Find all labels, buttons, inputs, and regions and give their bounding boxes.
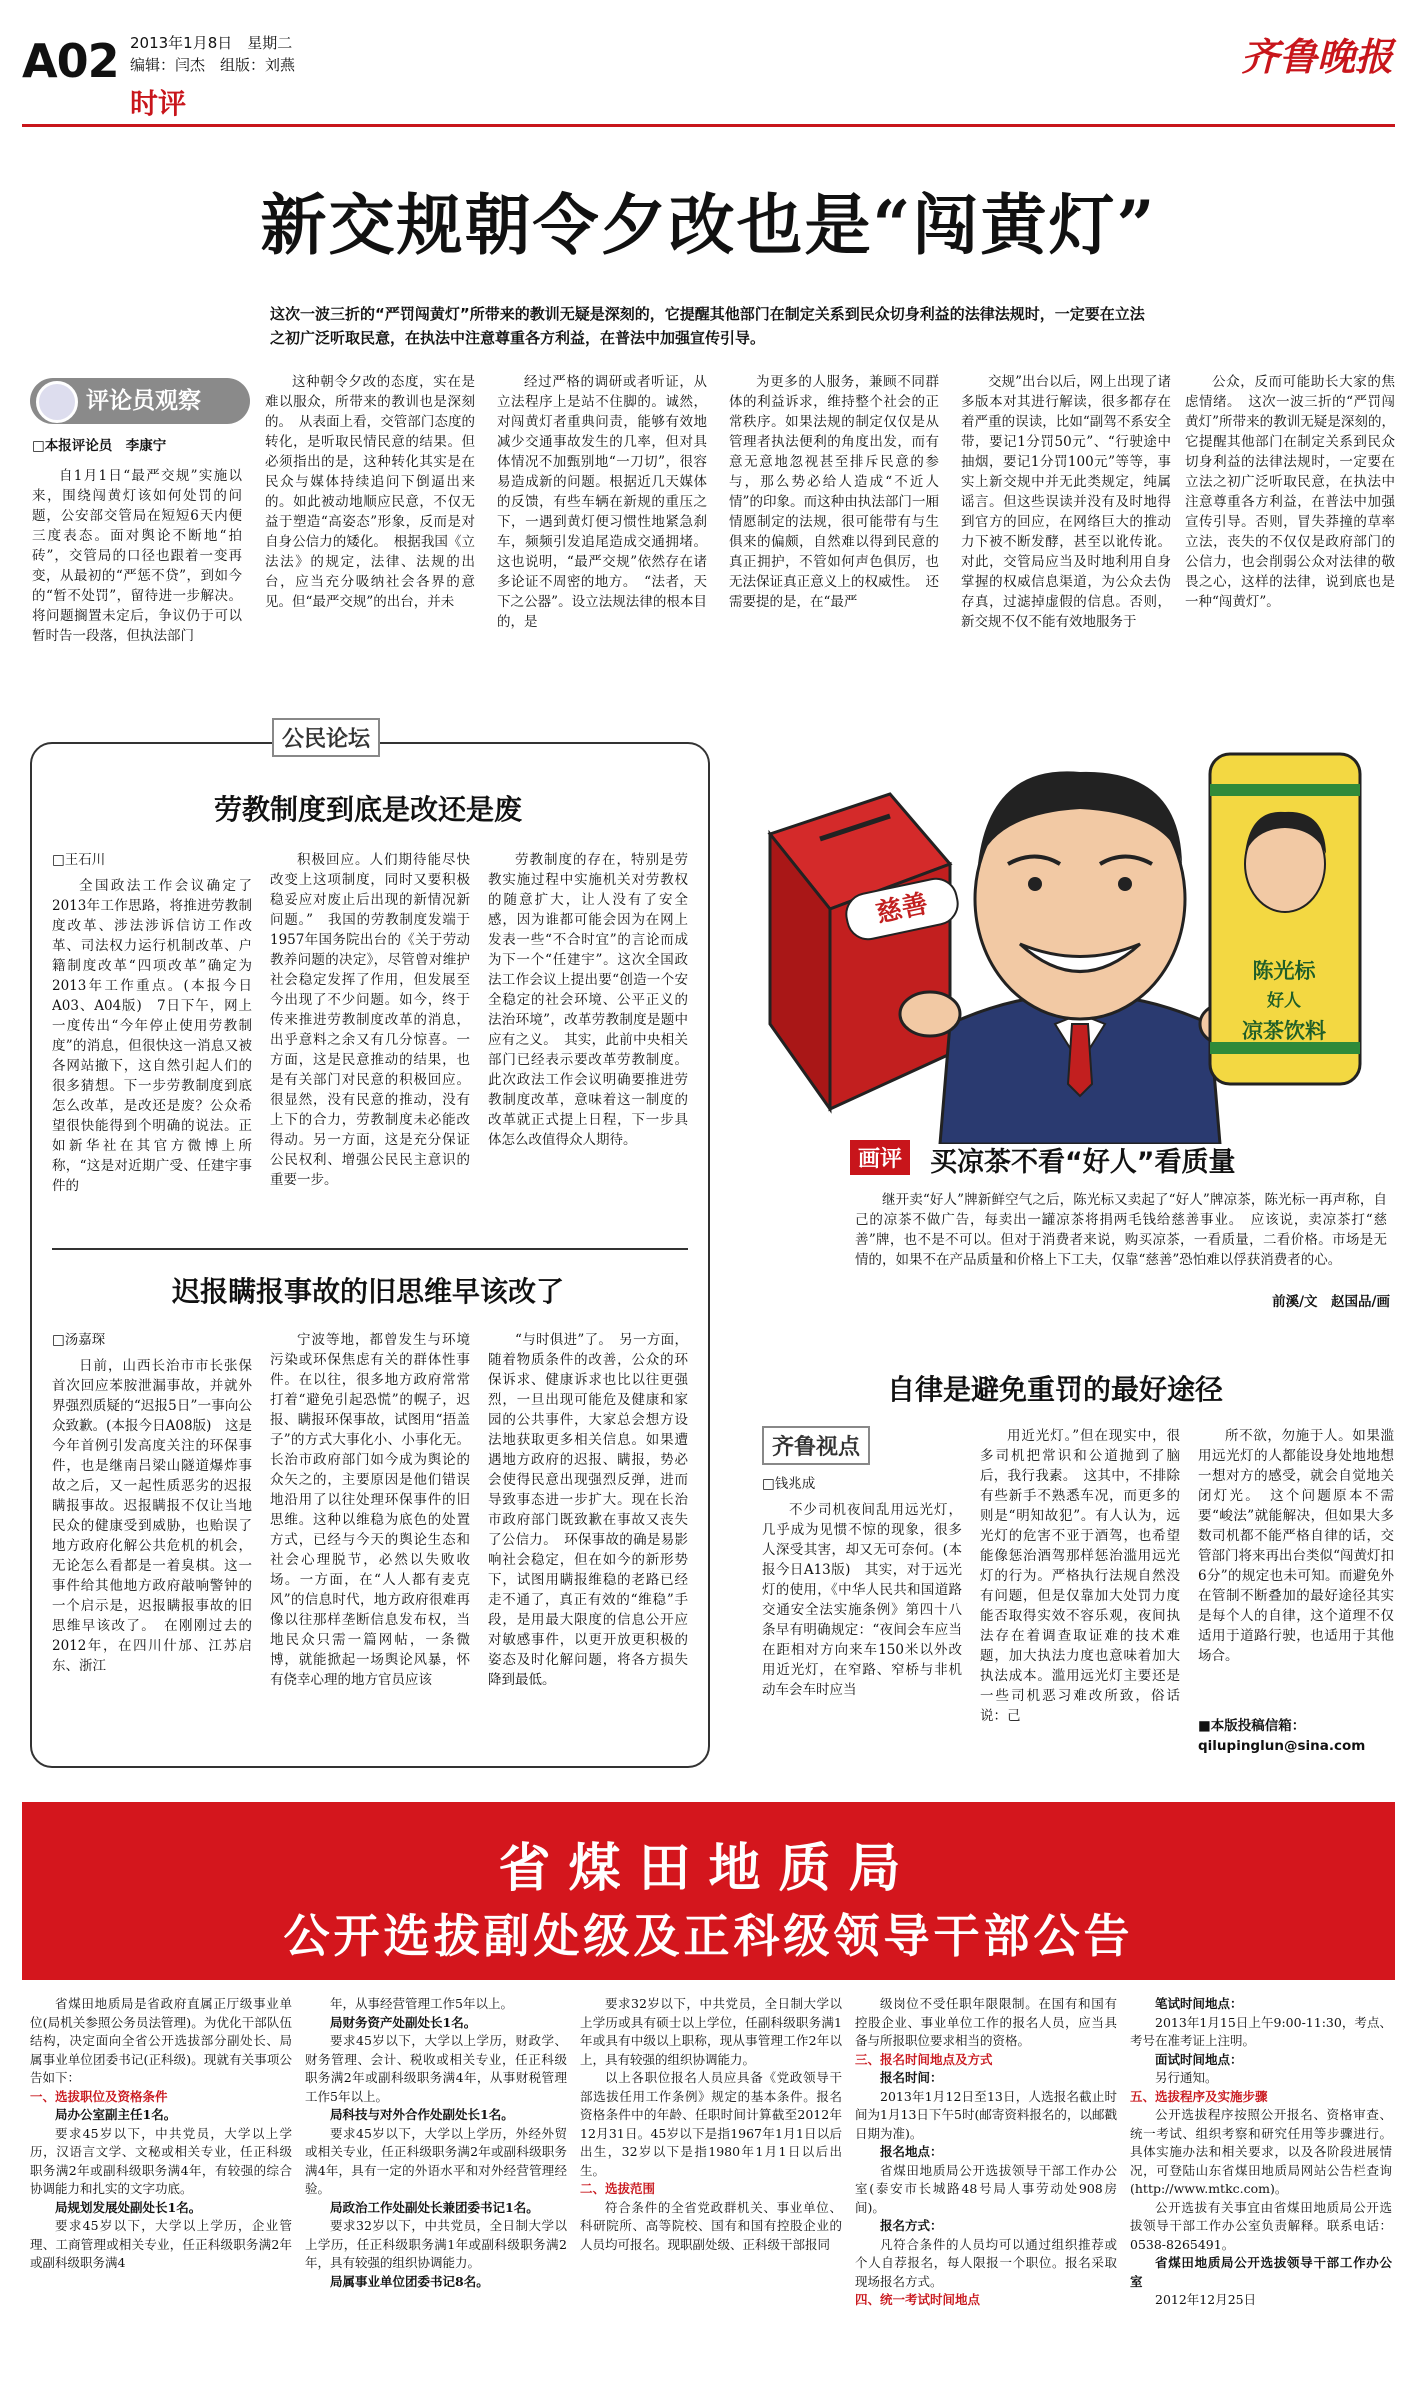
forum-article1-col-3: 劳教制度的存在，特别是劳教实施过程中实施机关对劳教权的随意扩大，让人没有了安全感，因为谁都可能会因为在网上发表一些“不合时宜”的言论而成为下一个“任建宇”。这次全国政法工作会议上提出要“创造一个安全稳定的社会环境、公平正义的法治环境”，改革劳教制度是题中应有之义。 其实，此前中央相关部门已经表示要改革劳教制度。此次政法工作会议明确要推进劳教制度改革，意味着这一制度的改革就正式提上日程，下一步具体怎么改值得众人期待。 — [488, 852, 688, 1148]
can-label — [1212, 956, 1356, 1046]
lead-col-1: 自1月1日“最严交规”实施以来，围绕闯黄灯该如何处罚的问题，公安部交管局在短短6天内便三度表态。面对舆论不断地“拍砖”，交管局的口径也跟着一变再变，从最初的“严惩不贷”，到如今的“暂不处罚”，留待进一步解决。将问题搁置未定后，争议仍于可以暂时告一段落，但执法部门 — [32, 468, 242, 644]
globe-icon — [36, 381, 78, 423]
lead-headline: 新交规朝令夕改也是“闯黄灯” — [260, 186, 1157, 264]
masthead-layout: 组版：刘燕 — [220, 56, 296, 74]
ad-paragraph: 年，从事经营管理工作5年以上。 — [330, 1996, 513, 2011]
ad-paragraph: 凡符合条件的人员均可以通过组织推荐或个人自荐报名，每人限报一个职位。报名采取现场报名方式。 — [855, 2236, 1117, 2289]
viewpoint-label: 齐鲁视点 — [762, 1426, 870, 1465]
ad-position-title: 报名时间： — [880, 2070, 943, 2085]
ad-paragraph: 另行通知。 — [1155, 2070, 1218, 2085]
ad-paragraph: 要求45岁以下，大学以上学历，外经外贸或相关专业，任正科级职务满2年或副科级职务满4年，具有一定的外语水平和对外经营管理经验。 — [305, 2125, 567, 2196]
can-label-name: 陈光标 — [1252, 959, 1316, 983]
ad-paragraph: 级岗位不受任职年限限制。在国有和国有控股企业、事业单位工作的报名人员，应当具备与所报职位要求相当的资格。 — [855, 1996, 1117, 2048]
ad-position-title: 省煤田地质局公开选拔领导干部工作办公室 — [1130, 2255, 1392, 2289]
ad-section-heading: 一、选拔职位及资格条件 — [30, 2088, 168, 2104]
ad-position-title: 局规划发展处副处长1名。 — [55, 2199, 202, 2215]
lead-byline: □本报评论员 李康宁 — [32, 438, 167, 454]
charity-box-label: 慈善 — [841, 874, 962, 945]
page-number: A02 — [22, 34, 119, 88]
ad-paragraph: 省煤田地质局公开选拔领导干部工作办公室(泰安市长城路48号局人事劳动处908房间)。 — [855, 2162, 1117, 2215]
ad-paragraph: 要求32岁以下，中共党员，全日制大学以上学历或具有硕士以上学位，任副科级职务满1年或具有中级以上职称，现从事管理工作2年以上，具有较强的组织协调能力。 — [580, 1996, 842, 2067]
lead-col-3: 经过严格的调研或者听证，从立法程序上是站不住脚的。诚然，对闯黄灯者重典问责，能够有效地减少交通事故发生的几率，但对具体情况不加甄别地“一刀切”，很容易造成新的问题。根据近几天媒体的反馈，有些车辆在新规的重压之下，一遇到黄灯便习惯性地紧急刹车，频频引发追尾造成交通拥堵。这也说明，“最严交规”依然存在诸多论证不周密的地方。 “法者，天下之公器”。设立法规法律的根本目的，是 — [497, 374, 707, 630]
ad-paragraph: 2013年1月12日至13日，人选报名截止时间为1月13日下午5时(邮寄资料报名的，以邮戳日期为准)。 — [855, 2088, 1117, 2141]
masthead-rule — [22, 124, 1395, 127]
cartoon-text: 继开卖“好人”牌新鲜空气之后，陈光标又卖起了“好人”牌凉茶，陈光标一再声称，自己的凉茶不做广告，每卖出一罐凉茶将捐两毛钱给慈善事业。 应该说，卖凉茶打“慈善”牌，也不是不可以。但对于消费者来说，购买凉茶，一看质量，二看价格。市场是无情的，如果不在产品质量和价格上下工夫，仅靠“慈善”恐怕难以俘获消费者的心。 — [855, 1192, 1387, 1268]
ad-paragraph: 符合条件的全省党政群机关、事业单位、科研院所、高等院校、国有和国有控股企业的人员均可报名。现职副处级、正科级干部报同 — [580, 2199, 842, 2252]
forum-article2-col-2: 宁波等地，都曾发生与环境污染或环保焦虑有关的群体性事件。在以往，很多地方政府常常打着“避免引起恐慌”的幌子，迟报、瞒报环保事故，试图用“捂盖子”的方式大事化小、小事化无。长治市政府部门如今成为舆论的众矢之的，主要原因是他们错误地沿用了以往处理环保事件的旧思维。这种以维稳为底色的处置方式，已经与今天的舆论生态和社会心理脱节，必然以失败收场。一方面，在“人人都有麦克风”的信息时代，地方政府很难再像以往那样垄断信息发布权，当地民众只需一篇网帖，一条微博，就能掀起一场舆论风暴，怀有侥幸心理的地方官员应该 — [270, 1332, 470, 1688]
ad-paragraph: 以上各职位报名人员应具备《党政领导干部选拔任用工作条例》规定的基本条件。报名资格条件中的年龄、任职时间计算截至2012年12月31日。45岁以下是指1967年1月1日以后出生，32岁以下是指1980年1月1日以后出生。 — [580, 2070, 842, 2178]
ad-paragraph: 2012年12月25日 — [1155, 2292, 1257, 2307]
section-name: 时评 — [130, 87, 187, 120]
ad-section-heading: 五、选拔程序及实施步骤 — [1130, 2088, 1268, 2104]
masthead-weekday: 星期二 — [247, 34, 293, 52]
ad-section-heading: 四、统一考试时间地点 — [855, 2292, 981, 2307]
ad-position-title: 报名地点： — [880, 2144, 943, 2159]
forum-article1-title: 劳教制度到底是改还是废 — [213, 793, 522, 826]
viewpoint-contact: ■本版投稿信箱： qilupinglun@sina.com — [1198, 1716, 1394, 1756]
ad-col-2 — [305, 1995, 567, 2375]
ad-title-2: 公开选拔副处级及正科级领导干部公告 — [283, 1909, 1134, 1963]
cartoon-credit: 前溪/文 赵国品/画 — [1272, 1294, 1390, 1310]
can-label-product: 凉茶饮料 — [1242, 1019, 1326, 1043]
ad-paragraph: 公开选拔程序按照公开报名、资格审查、统一考试、组织考察和研究任用等步骤进行。具体实施办法和相关要求，以及各阶段进展情况，可登陆山东省煤田地质局网站公告栏查询(http://www.mtkc.com)。 — [1130, 2107, 1392, 2196]
ad-col-5 — [1130, 1995, 1392, 2375]
cartoon-illustration — [750, 724, 1390, 1144]
lead-column-label: 评论员观察 — [30, 378, 250, 424]
forum-article1-col-2: 积极回应。人们期待能尽快改变上这项制度，同时又要积极稳妥应对废止后出现的新情况新问题。” 我国的劳教制度发端于1957年国务院出台的《关于劳动教养问题的决定》，尽管曾对维护社会稳定发挥了作用，但发展至今出现了不少问题。如今，终于传来推进劳教制度改革的消息，出乎意料之余又有几分惊喜。一方面，这是民意推动的结果，也是有关部门对民意的积极回应。很显然，没有民意的推动，没有上下的合力，劳教制度未必能改得动。另一方面，这是充分保证公民权利、增强公民民主意识的重要一步。 — [270, 852, 470, 1188]
can-label-good: 好人 — [1267, 991, 1301, 1011]
ad-position-title: 局政治工作处副处长兼团委书记1名。 — [330, 2199, 539, 2215]
viewpoint-col-2: 用近光灯。”但在现实中，很多司机把常识和公道抛到了脑后，我行我素。 这其中，不排除有些新手不熟悉车况，而更多的则是“明知故犯”。有人认为，远光灯的危害不亚于酒驾，也希望能像惩治酒驾那样惩治滥用远光灯的行为。严格执行法规自然没有问题，但是仅靠加大处罚力度能否取得实效不容乐观，夜间执法存在着调查取证难的技术难题，加大执法力度也意味着加大执法成本。滥用远光灯主要还是一些司机恶习难改所致，俗话说：己 — [980, 1428, 1180, 1724]
ad-paragraph: 要求45岁以下，大学以上学历，企业管理、工商管理或相关专业，任正科级职务满2年或副科级职务满4 — [30, 2218, 292, 2270]
ad-col-3 — [580, 1995, 842, 2375]
viewpoint-title: 自律是避免重罚的最好途径 — [886, 1373, 1223, 1406]
ad-position-title: 局财务资产处副处长1名。 — [330, 2014, 477, 2030]
ad-paragraph: 2013年1月15日上午9:00-11:30，考点、考号在准考证上注明。 — [1130, 2014, 1392, 2048]
newspaper-logo: 齐鲁晚报 — [1240, 34, 1393, 79]
masthead-date: 2013年1月8日 星期二 — [130, 34, 293, 52]
ad-position-title: 笔试时间地点： — [1155, 1996, 1243, 2011]
forum-divider — [52, 1248, 688, 1250]
ad-paragraph: 要求32岁以下，中共党员，全日制大学以上学历，任正科级职务满1年或副科级职务满2年，具有较强的组织协调能力。 — [305, 2218, 567, 2270]
ad-paragraph: 要求45岁以下，中共党员，大学以上学历，汉语言文学、文秘或相关专业，任正科级职务满2年或副科级职务满4年，有较强的综合协调能力和扎实的文字功底。 — [30, 2125, 292, 2196]
viewpoint-email: qilupinglun@sina.com — [1198, 1738, 1366, 1754]
ad-position-title: 面试时间地点： — [1155, 2051, 1243, 2067]
lead-col-2: 这种朝令夕改的态度，实在是难以服众，所带来的教训也是深刻的。 从表面上看，交管部门态度的转化，是听取民情民意的结果。但必须指出的是，这种转化其实是在民众与媒体持续追问下倒逼出来的。如此被动地顺应民意，不仅无益于塑造“高姿态”形象，反而是对自身公信力的矮化。 根据我国《立法法》的规定，法律、法规的出台，应当充分吸纳社会各界的意见。但“最严交规”的出台，并未 — [265, 374, 475, 610]
cartoon-comment-tag: 画评 — [850, 1140, 910, 1175]
lead-col-4: 为更多的人服务，兼顾不同群体的利益诉求，维持整个社会的正常秩序。如果法规的制定仅仅是从管理者执法便利的角度出发，而有意无意地忽视甚至排斥民意的参与，那么势必给人造成“不近人情”的印象。而这种由执法部门一厢情愿制定的法规，很可能带有与生俱来的偏颇，自然难以得到民意的真正拥护，不管如何声色俱厉，也无法保证真正意义上的权威性。 还需要提的是，在“最严 — [729, 374, 939, 610]
lead-col-5: 交规”出台以后，网上出现了诸多版本对其进行解读，很多都存在着严重的误读，比如“副驾不系安全带，要记1分罚50元”、“行驶途中抽烟，要记1分罚100元”等等，事实上新交规中并无此类规定，纯属谣言。但这些误读并没有及时地得到官方的回应，在网络巨大的推动力下被不断发酵，甚至以讹传讹。对此，交管局应当及时地利用自身掌握的权威信息渠道，为公众去伪存真，过滤掉虚假的信息。否则，新交规不仅不能有效地服务于 — [961, 374, 1171, 630]
ad-position-title: 局属事业单位团委书记8名。 — [330, 2273, 489, 2289]
forum-article1-byline: □王石川 — [52, 852, 106, 868]
ad-section-heading: 三、报名时间地点及方式 — [855, 2051, 993, 2067]
forum-article1-col-1: 全国政法工作会议确定了2013年工作思路，将推进劳教制度改革、涉法涉诉信访工作改革、司法权力运行机制改革、户籍制度改革“四项改革”确定为2013年工作重点。(本报今日A03、A04版) 7日下午，网上一度传出“今年停止使用劳教制度”的消息，但很快这一消息又被各网站撤下，这自然引起人们的很多猜想。下一步劳教制度到底怎么改革，是改还是废？公众希望很快能得到个明确的说法。正如新华社在其官方微博上所称，“这是对近期广受、任建宇事件的 — [52, 878, 252, 1194]
ad-position-title: 局科技与对外合作处副处长1名。 — [330, 2107, 514, 2122]
masthead-editor: 编辑：闫杰 组版：刘燕 — [130, 56, 296, 74]
forum-article2-col-1: 日前，山西长治市市长张保首次回应苯胺泄漏事故，并就外界强烈质疑的“迟报5日”一事向公众致歉。(本报今日A08版) 这是今年首例引发高度关注的环保事件，也是继南吕梁山隧道爆炸事故之后，又一起性质恶劣的迟报瞒报事故。迟报瞒报不仅让当地民众的健康受到威胁，也贻误了地方政府化解公共危机的机会，无论怎么看都是一着臭棋。这一事件给其他地方政府敲响警钟的一个启示是，迟报瞒报事故的旧思维早该改了。 在刚刚过去的2012年，在四川什邡、江苏启东、浙江 — [52, 1358, 252, 1674]
viewpoint-col-1: 不少司机夜间乱用远光灯，几乎成为见惯不惊的现象，很多人深受其害，却又无可奈何。(本报今日A13版) 其实，对于远光灯的使用，《中华人民共和国道路交通安全法实施条例》第四十八条早有明确规定：“夜间会车应当在距相对方向来车150米以外改用近光灯，在窄路、窄桥与非机动车会车时应当 — [762, 1502, 962, 1698]
ad-paragraph: 省煤田地质局是省政府直属正厅级事业单位(局机关参照公务员法管理)。为优化干部队伍结构，决定面向全省公开选拔部分副处长、局属事业单位团委书记(正科级)。现就有关事项公告如下： — [30, 1996, 292, 2085]
ad-position-title: 局办公室副主任1名。 — [55, 2107, 177, 2122]
ad-col-1 — [30, 1995, 292, 2375]
ad-paragraph: 要求45岁以下，大学以上学历，财政学、财务管理、会计、税收或相关专业，任正科级职务满2年或副科级职务满4年，从事财税管理工作5年以上。 — [305, 2033, 567, 2104]
forum-label: 公民论坛 — [272, 718, 380, 757]
ad-col-4 — [855, 1995, 1117, 2375]
ad-section-heading: 二、选拔范围 — [580, 2181, 656, 2196]
ad-paragraph: 公开选拔有关事宜由省煤田地质局公开选拔领导干部工作办公室负责解释。联系电话：0538-8265491。 — [1130, 2199, 1392, 2252]
ad-title-1: 省煤田地质局 — [498, 1839, 919, 1899]
forum-article2-byline: □汤嘉琛 — [52, 1332, 106, 1348]
viewpoint-byline: □钱兆成 — [762, 1476, 816, 1492]
viewpoint-col-3: 所不欲，勿施于人。如果滥用远光灯的人都能设身处地地想一想对方的感受，就会自觉地关闭灯光。 这个问题原本不需要“峻法”就能解决，但如果大多数司机都不能严格自律的话，交管部门将来再出台类似“闯黄灯扣6分”的规定也未可知。而避免外在管制不断叠加的最好途径其实是每个人的自律，这个道理不仅适用于道路行驶，也适用于其他场合。 — [1198, 1428, 1394, 1664]
forum-article2-title: 迟报瞒报事故的旧思维早该改了 — [171, 1275, 564, 1308]
cartoon-title: 买凉茶不看“好人”看质量 — [930, 1147, 1236, 1178]
lead-col-6: 公众，反而可能助长大家的焦虑情绪。 这次一波三折的“严罚闯黄灯”所带来的教训无疑是深刻的，它提醒其他部门在制定关系到民众切身利益的法律法规时，一定要在立法之初广泛听取民意，在执法中注意尊重各方利益，在普法中加强宣传引导。否则，冒失莽撞的草率立法，丧失的不仅仅是政府部门的公信力，也会削弱公众对法律的敬畏之心，这样的法律，说到底也是一种“闯黄灯”。 — [1185, 374, 1395, 610]
forum-article2-col-3: “与时俱进”了。 另一方面，随着物质条件的改善，公众的环保诉求、健康诉求也比以往更强烈，一旦出现可能危及健康和家园的公共事件，大家总会想方设法地获取更多相关信息。如果遭遇地方政府的迟报、瞒报，势必会使得民意出现强烈反弹，进而导致事态进一步扩大。现在长治市政府部门既致歉在事故又丧失了公信力。 环保事故的确是易影响社会稳定，但在如今的新形势下，试图用瞒报维稳的老路已经走不通了，真正有效的“维稳”手段，是用最大限度的信息公开应对敏感事件，以更开放更积极的姿态及时化解问题，将各方损失降到最低。 — [488, 1332, 688, 1688]
ad-position-title: 报名方式： — [880, 2218, 943, 2233]
lead-deck: 这次一波三折的“严罚闯黄灯”所带来的教训无疑是深刻的，它提醒其他部门在制定关系到民众切身利益的法律法规时，一定要在立法之初广泛听取民意，在执法中注意尊重各方利益，在普法中加强宣传引导。 — [270, 305, 1145, 347]
